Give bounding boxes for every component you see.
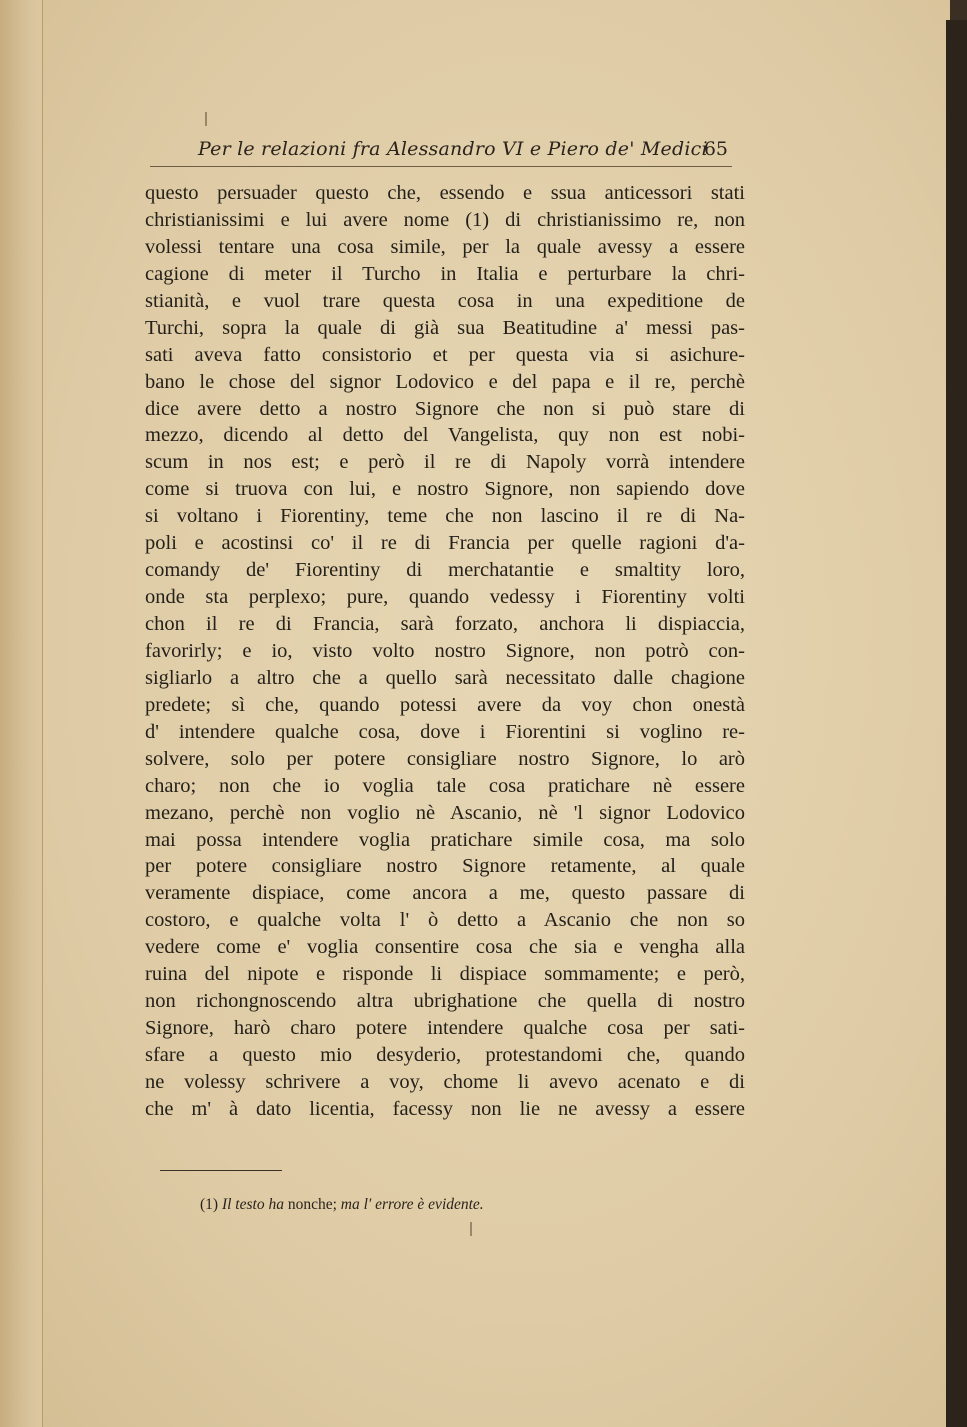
text-line: ruina del nipote e risponde li dispiace sommamente; e però, xyxy=(145,963,745,986)
text-line: poli e acostinsi co' il re di Francia per quelle ragioni d'a- xyxy=(145,532,745,555)
footnote-roman-text: nonche; xyxy=(287,1196,337,1213)
text-line: costoro, e qualche volta l' ò detto a Ascanio che non so xyxy=(145,909,745,932)
text-line: mai possa intendere voglia pratichare simile cosa, ma solo xyxy=(145,828,745,851)
text-line: sfare a questo mio desyderio, protestandomi che, quando xyxy=(145,1044,745,1066)
text-line: stianità, e vuol trare questa cosa in una expeditione de xyxy=(145,289,745,312)
text-line: vedere come e' voglia consentire cosa che sia e vengha alla xyxy=(145,936,745,959)
text-line: mezano, perchè non voglio nè Ascanio, nè 'l signor Lodovico xyxy=(145,801,745,824)
text-line: volessi tentare una cosa simile, per la quale avessy a essere xyxy=(145,235,745,258)
text-line: scum in nos est; e però il re di Napoly vorrà intendere xyxy=(145,451,745,474)
text-line: charo; non che io voglia tale cosa pratichare nè essere xyxy=(145,774,745,797)
footnote xyxy=(200,1196,484,1214)
footnote-separator xyxy=(160,1170,282,1171)
text-line: per potere consigliare nostro Signore retamente, al quale xyxy=(145,855,745,878)
text-line: ne volessy schrivere a voy, chome li avevo acenato e di xyxy=(145,1070,745,1093)
footnote-italic-text-2: ma l' errore è evidente. xyxy=(340,1196,484,1213)
pencil-mark xyxy=(470,1222,472,1236)
footnote-italic-text: Il testo ha xyxy=(221,1196,284,1213)
text-line: come si truova con lui, e nostro Signore, non sapiendo dove xyxy=(145,478,745,501)
running-header xyxy=(150,136,732,167)
text-line: questo persuader questo che, essendo e ssua anticessori stati xyxy=(145,182,745,204)
text-line: onde sta perplexo; pure, quando vedessy i Fiorentiny volti xyxy=(145,586,745,609)
pencil-mark xyxy=(205,112,207,126)
text-line: sigliarlo a altro che a quello sarà necessitato dalle chagione xyxy=(145,666,745,689)
text-line: christianissimi e lui avere nome (1) di christianissimo re, non xyxy=(145,208,745,231)
text-line: mezzo, dicendo al detto del Vangelista, quy non est nobi- xyxy=(145,424,745,447)
text-line: che m' à dato licentia, facessy non lie ne avessy a essere xyxy=(145,1097,745,1120)
text-line: comandy de' Fiorentiny di merchatantie e smaltity loro, xyxy=(145,559,745,582)
body-text xyxy=(145,180,745,1123)
footnote-marker: (1) xyxy=(200,1196,219,1213)
text-line: non richongnoscendo altra ubrighatione che quella di nostro xyxy=(145,990,745,1013)
text-line: d' intendere qualche cosa, dove i Fiorentini si voglino re- xyxy=(145,720,745,743)
text-line: bano le chose del signor Lodovico e del papa e il re, perchè xyxy=(145,370,745,393)
text-line: solvere, solo per potere consigliare nostro Signore, lo arò xyxy=(145,747,745,770)
text-line: sati aveva fatto consistorio et per questa via si asichure- xyxy=(145,343,745,366)
text-line: Signore, harò charo potere intendere qualche cosa per sati- xyxy=(145,1017,745,1040)
text-line: veramente dispiace, come ancora a me, questo passare di xyxy=(145,882,745,905)
page-number: 65 xyxy=(703,138,728,160)
page-gutter xyxy=(0,0,43,1427)
text-line: dice avere detto a nostro Signore che non si può stare di xyxy=(145,397,745,420)
text-line: cagione di meter il Turcho in Italia e perturbare la chri- xyxy=(145,262,745,285)
running-title: Per le relazioni fra Alessandro VI e Piero de' Medici xyxy=(198,138,708,160)
text-line: si voltano i Fiorentiny, teme che non lascino il re di Na- xyxy=(145,505,745,528)
text-line: predete; sì che, quando potessi avere da voy chon onestà xyxy=(145,693,745,716)
text-line: chon il re di Francia, sarà forzato, anchora li dispiaccia, xyxy=(145,613,745,635)
book-edge xyxy=(946,20,967,1427)
text-line: favorirly; e io, visto volto nostro Signore, non potrò con- xyxy=(145,639,745,662)
text-line: Turchi, sopra la quale di già sua Beatitudine a' messi pas- xyxy=(145,316,745,339)
